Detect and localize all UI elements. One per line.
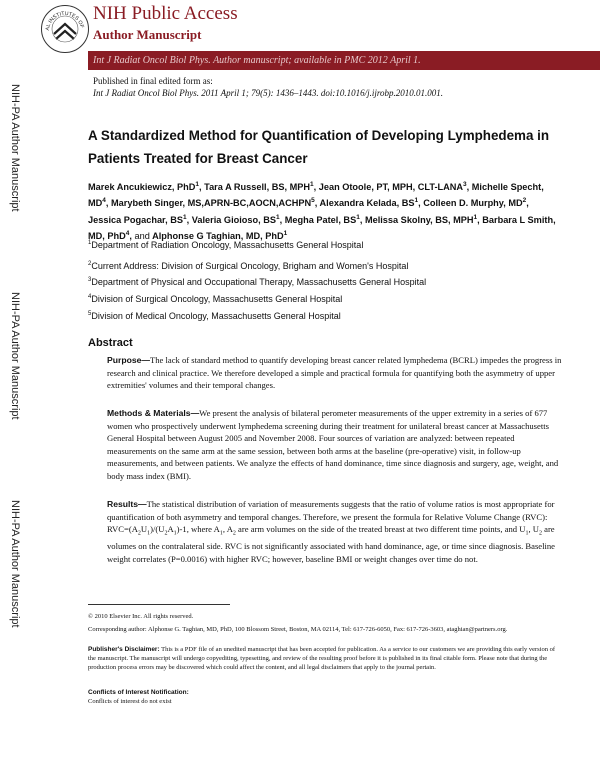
author-name: Marek Ancukiewicz, PhD [88,182,196,193]
conflicts-label: Conflicts of Interest Notification: [88,689,189,696]
header-citation: Int J Radiat Oncol Biol Phys. Author manuscript; available in PMC 2012 April 1. [93,55,421,66]
abstract-methods: Methods & Materials—We present the analysis of bilateral perometer measurements of the upper extremity in a series of 677 women who prospectively underwent lymphedema screening during their treatment for unilateral breast cancer at Massachusetts General Hospital between August 2005 and November 2008. Four sources of variation are analyzed: between repeated measurements on the same arm at the same session, between both arms at the baseline (pre-operative) visit, in follow-up measurements, and between patients. We analyze the effects of hand dominance, time since diagnosis and surgery, age, weight, and body mass index (BMI). [107,408,559,481]
author-affiliation-number: 1 [275,213,280,221]
header-subtitle: Author Manuscript [93,27,202,42]
author-name: Jessica Pogachar, BS [88,214,183,225]
copyright: © 2010 Elsevier Inc. All rights reserved. [88,613,194,620]
author-name: Valeria Gioioso, BS [191,214,276,225]
nih-seal-logo [40,4,90,54]
author-name: Alexandra Kelada, BS [319,198,415,209]
journal-citation: Int J Radiat Oncol Biol Phys. 2011 April 1; 79(5): 1436–1443. doi:10.1016/j.ijrobp.2010.01.001. [93,88,444,98]
affiliation: $^2$Current Address: Division of Surgical Oncology, Brigham and Women's Hospital [88,261,409,271]
article-title: A Standardized Method for Quantification of Developing Lymphedema in Patients Treated for Breast Cancer [88,128,550,166]
author-name: Jean Otoole, PT, MPH, CLT-LANA [318,182,464,193]
author-affiliation-number: 1 [183,213,187,221]
conflicts-text: Conflicts of interest do not exist [88,698,172,705]
sidebar-label: NIH-PA Author Manuscript [9,84,21,212]
author-name: Tara A Russell, BS, MPH [204,182,310,193]
affiliation: $^1$Department of Radiation Oncology, Massachusetts General Hospital [88,240,364,250]
author-name: Marybeth Singer, MS,APRN-BC,AOCN,ACHPN [111,198,312,209]
author-affiliation-number: 1 [414,197,419,205]
abstract-purpose: Purpose—The lack of standard method to quantify developing breast cancer related lymphedema (BCRL) impedes the progress in research and clinical practice. We therefore developed a simple and practical formula for quantifying both the asymmetry of upper extremities' volumes and their temporal changes. [107,355,562,390]
author-affiliation-number: 1 [283,229,288,237]
affiliation: $^4$Division of Surgical Oncology, Massachusetts General Hospital [88,294,343,304]
header-title: NIH Public Access [93,3,238,24]
author-affiliation-number: 1 [310,181,314,188]
author-name: Michelle Specht, MD [88,182,544,209]
footnote-divider [88,604,230,605]
published-as: Published in final edited form as: [93,76,213,86]
author-affiliation-number: 5 [311,197,315,205]
author-affiliation-number: 1 [356,213,360,221]
author-name: Megha Patel, BS [284,214,357,225]
author-affiliation-number: 1 [473,213,478,221]
sidebar-label: NIH-PA Author Manuscript [9,500,21,628]
svg-text:NATIONAL INSTITUTES OF HEALTH: AL INSTITUTES OF [44,10,85,31]
author-name: Melissa Skolny, BS, MPH [364,214,474,225]
publisher-disclaimer: Publisher's Disclaimer: This is a PDF file of an unedited manuscript that has been accepted for publication. As a service to our customers we are providing this early version of the manuscript. The manuscript will undergo copyediting, typesetting, and review of the resulting proof before it is published in its final citable form. Please note that during the production process errors may be discovered which could affect the content, and all legal disclaimers that apply to the journal pertain. [88,646,556,671]
sidebar-label: NIH-PA Author Manuscript [9,292,21,420]
affiliation: $^5$Division of Medical Oncology, Massachusetts General Hospital [88,311,341,321]
author-list: Marek Ancukiewicz, PhD$^1$, Tara A Russell, BS, MPH$^1$, Jean Otoole, PT, MPH, CLT-LANA$^3$, Michelle Specht, $MD^4$, Marybeth Singer, MS,APRN-BC,AOCN,ACHPN$^5$, Alexandra Kelada, $BS^1$, Colleen D. Murphy, $MD^2$, Jessica Pogachar, $BS^1$, Valeria Gioioso, $BS^1$, Megha Patel, $BS^1$, Melissa Skolny, BS, MPH$^1$, Barbara L Smith, MD, PhD$^4$, and Alphonse G Taghian, MD, PhD$^1$ [88,181,556,241]
corresponding-author: Corresponding author: Alphonse G. Taghian, MD, PhD, 100 Blossom Street, Boston, MA 02114, Tel: 617-726-6050, Fax: 617-726-3603, ataghian@partners.org. [88,626,508,633]
author-name: Colleen D. Murphy, MD [423,198,523,209]
author-name: Barbara L Smith, MD, PhD [88,214,556,241]
author-affiliation-number: 4 [102,197,106,205]
author-conjunction: and [134,230,150,241]
author-name: Alphonse G Taghian, MD, PhD [152,230,284,241]
abstract-results: Results—The statistical distribution of variation of measurements suggests that the ratio of volume ratios is most appropriate for quantification of both asymmetry and temporal changes. Therefore, we present the formula for Relative Volume Change (RVC): $RVC=(A_2U_1)/(U_2A_1)-1$, where $A_1$, $A_2$ are arm volumes on the side of the treated breast at two different time points, and $U_1$, $U_2$ are volumes on the contralateral side. RVC is not significantly associated with hand dominance, age, or time since diagnosis. Baseline weight correlates (P=0.0016) with higher RVC; however, baseline BMI or weight changes over time do not. [107,499,555,564]
author-affiliation-number: 4 [125,229,130,237]
author-affiliation-number: 3 [463,181,467,188]
affiliation: $^3$Department of Physical and Occupational Therapy, Massachusetts General Hospital [88,277,427,287]
abstract-heading: Abstract [88,337,133,349]
author-affiliation-number: 2 [522,197,527,205]
author-affiliation-number: 1 [195,181,200,188]
